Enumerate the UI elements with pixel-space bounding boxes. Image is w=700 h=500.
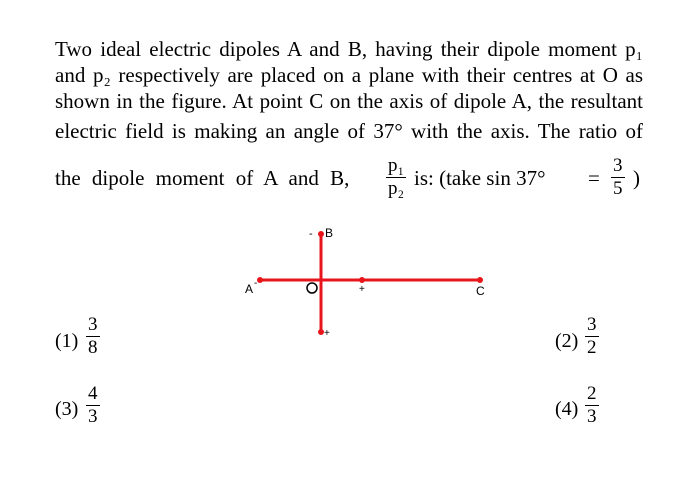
label-c: C [476,284,485,298]
ratio-numerator: p₁ [388,155,405,176]
option-4-numerator: 2 [587,383,597,404]
question-line-2: and p₂ respectively are placed on a plane with their centres at O as [55,63,643,87]
point-c-end [477,277,483,283]
option-3-denominator: 3 [88,406,98,427]
option-2-label: (2) [555,330,579,352]
label-b-plus: + [324,328,330,339]
option-1-label: (1) [55,330,79,352]
sin-fraction [611,155,625,200]
option-2-fraction [585,314,599,359]
question-line-3: shown in the figure. At point C on the axis of dipole A, the resultant [55,89,643,113]
label-a-minus: - [254,278,258,289]
ratio-fraction [386,155,406,200]
point-b-top [318,231,324,237]
question-line-1: Two ideal electric dipoles A and B, having their dipole moment p₁ [55,37,643,61]
question-line-5-prefix: the dipole moment of A and B, [55,166,350,190]
ratio-denominator: p₂ [388,178,405,199]
option-2-numerator: 3 [587,314,597,335]
point-plus-axis [359,277,365,283]
option-1-numerator: 3 [88,314,98,335]
option-3-fraction [86,383,100,428]
label-b-minus: - [309,228,313,240]
option-4-fraction [585,383,599,428]
question-line-4: electric field is making an angle of 37° with the axis. The ratio of [55,119,643,143]
option-2-denominator: 2 [587,337,597,358]
point-o-ring [307,283,317,293]
option-3-numerator: 4 [88,383,98,404]
sin-denominator: 5 [613,178,623,199]
option-1-denominator: 8 [88,337,98,358]
point-a-end [257,277,263,283]
close-paren: ) [633,166,640,190]
option-1-fraction [86,314,100,359]
option-4-denominator: 3 [587,406,597,427]
label-b: B [325,226,334,240]
dipole-figure [240,222,500,342]
option-3-label: (3) [55,398,79,420]
equals-sign: = [588,166,600,190]
label-axis-plus: + [359,284,365,295]
option-4-label: (4) [555,398,579,420]
sin-numerator: 3 [613,155,623,176]
question-line-5-mid: is: (take sin 37° [414,166,546,190]
label-a: A [245,282,254,296]
